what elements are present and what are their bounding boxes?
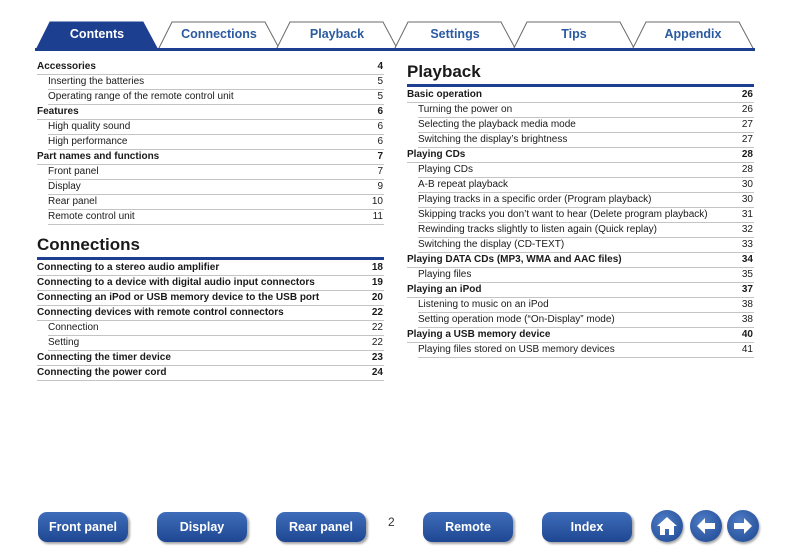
toc-entry[interactable] xyxy=(37,276,384,291)
toc-entry-title: Inserting the batteries xyxy=(48,76,145,87)
toc-entry[interactable] xyxy=(37,60,384,75)
toc-entry-page: 6 xyxy=(377,136,383,147)
toc-entry[interactable] xyxy=(418,178,754,193)
toc-entry-page: 40 xyxy=(741,329,753,340)
toc-entry[interactable] xyxy=(418,268,754,283)
toc-entry[interactable] xyxy=(37,261,384,276)
toc-entry-page: 30 xyxy=(741,179,753,190)
toc-entry[interactable] xyxy=(48,210,384,225)
toc-list-connections xyxy=(37,261,384,381)
toc-entry-page: 31 xyxy=(741,209,753,220)
toc-entry-title: Front panel xyxy=(48,166,99,177)
toc-entry-title: Playing files xyxy=(418,269,472,280)
toc-entry-page: 19 xyxy=(371,277,383,288)
toc-entry-title: Playing CDs xyxy=(407,149,466,160)
toc-entry[interactable] xyxy=(48,180,384,195)
remote-button[interactable]: Remote xyxy=(423,512,513,542)
toc-entry-page: 6 xyxy=(377,106,383,117)
toc-entry[interactable] xyxy=(407,328,754,343)
toc-entry-page: 5 xyxy=(377,76,383,87)
toc-entry[interactable] xyxy=(418,118,754,133)
page-number: 2 xyxy=(388,515,395,529)
tab-bar xyxy=(35,20,755,50)
toc-entry-title: Connecting the power cord xyxy=(37,367,167,378)
toc-entry-page: 27 xyxy=(741,119,753,130)
toc-entry[interactable] xyxy=(37,291,384,306)
toc-entry-title: Playing files stored on USB memory devices xyxy=(418,344,615,355)
tab-tips[interactable] xyxy=(512,20,636,50)
toc-entry-title: Listening to music on an iPod xyxy=(418,299,549,310)
toc-entry-page: 24 xyxy=(371,367,383,378)
toc-entry-title: Switching the display’s brightness xyxy=(418,134,568,145)
toc-entry[interactable] xyxy=(407,148,754,163)
tab-label: Appendix xyxy=(664,27,722,41)
toc-entry-title: Connecting devices with remote control connectors xyxy=(37,307,284,318)
tab-label: Settings xyxy=(430,27,480,41)
toc-entry-page: 33 xyxy=(741,239,753,250)
tab-label: Connections xyxy=(181,27,257,41)
toc-entry-page: 23 xyxy=(371,352,383,363)
toc-entry-page: 7 xyxy=(377,166,383,177)
toc-entry-page: 10 xyxy=(371,196,383,207)
toc-entry[interactable] xyxy=(37,105,384,120)
toc-entry[interactable] xyxy=(407,283,754,298)
toc-entry-title: Skipping tracks you don’t want to hear (Delete program playback) xyxy=(418,209,708,220)
toc-entry[interactable] xyxy=(418,208,754,223)
tab-bar-underline xyxy=(35,48,755,51)
toc-entry[interactable] xyxy=(407,253,754,268)
toc-entry-page: 32 xyxy=(741,224,753,235)
toc-entry-title: Selecting the playback media mode xyxy=(418,119,576,130)
toc-right-column xyxy=(407,60,754,358)
toc-entry[interactable] xyxy=(48,336,384,351)
toc-entry-title: Connecting to a device with digital audio input connectors xyxy=(37,277,315,288)
tab-playback[interactable] xyxy=(275,20,399,50)
toc-entry-page: 6 xyxy=(377,121,383,132)
toc-entry[interactable] xyxy=(37,150,384,165)
toc-entry[interactable] xyxy=(48,165,384,180)
toc-entry-title: Connecting an iPod or USB memory device to the USB port xyxy=(37,292,320,303)
toc-entry-title: Playing a USB memory device xyxy=(407,329,551,340)
toc-entry-title: Rear panel xyxy=(48,196,97,207)
section-rule xyxy=(37,257,384,260)
arrow-left-icon xyxy=(690,510,722,542)
toc-entry[interactable] xyxy=(418,238,754,253)
toc-entry[interactable] xyxy=(48,135,384,150)
toc-entry-page: 18 xyxy=(371,262,383,273)
toc-entry-title: High quality sound xyxy=(48,121,131,132)
front-panel-button[interactable]: Front panel xyxy=(38,512,128,542)
toc-entry-title: Switching the display (CD-TEXT) xyxy=(418,239,565,250)
toc-list-playback xyxy=(407,88,754,358)
toc-entry-page: 7 xyxy=(377,151,383,162)
toc-entry-page: 22 xyxy=(371,337,383,348)
toc-entry-title: Connection xyxy=(48,322,99,333)
toc-entry[interactable] xyxy=(37,306,384,321)
forward-button[interactable] xyxy=(727,510,759,542)
toc-entry-title: Playing DATA CDs (MP3, WMA and AAC files) xyxy=(407,254,622,265)
toc-entry[interactable] xyxy=(418,313,754,328)
toc-entry-title: Connecting to a stereo audio amplifier xyxy=(37,262,220,273)
tab-settings[interactable] xyxy=(393,20,517,50)
toc-entry-title: Basic operation xyxy=(407,89,483,100)
toc-entry-page: 27 xyxy=(741,134,753,145)
toc-entry-title: A-B repeat playback xyxy=(418,179,509,190)
toc-entry-page: 9 xyxy=(377,181,383,192)
toc-entry[interactable] xyxy=(418,133,754,148)
toc-entry-page: 38 xyxy=(741,314,753,325)
toc-entry-page: 28 xyxy=(741,149,753,160)
toc-entry[interactable] xyxy=(37,351,384,366)
tab-label: Contents xyxy=(69,27,125,41)
toc-entry-page: 22 xyxy=(371,307,383,318)
toc-entry[interactable] xyxy=(48,195,384,210)
toc-entry-page: 22 xyxy=(371,322,383,333)
toc-entry-title: Playing tracks in a specific order (Program playback) xyxy=(418,194,652,205)
toc-entry-title: Setting xyxy=(48,337,80,348)
section-rule xyxy=(407,84,754,87)
toc-entry-page: 34 xyxy=(741,254,753,265)
toc-entry-title: Playing an iPod xyxy=(407,284,482,295)
toc-left-column xyxy=(37,60,384,381)
home-button[interactable] xyxy=(651,510,683,542)
toc-entry-title: Display xyxy=(48,181,81,192)
toc-entry-title: Connecting the timer device xyxy=(37,352,171,363)
toc-entry-page: 35 xyxy=(741,269,753,280)
toc-entry[interactable] xyxy=(418,298,754,313)
toc-entry-title: Features xyxy=(37,106,79,117)
tab-label: Playback xyxy=(309,27,365,41)
toc-entry[interactable] xyxy=(37,366,384,381)
toc-entry-title: Turning the power on xyxy=(418,104,513,115)
toc-entry-title: Remote control unit xyxy=(48,211,135,222)
toc-entry-title: Operating range of the remote control unit xyxy=(48,91,234,102)
toc-entry[interactable] xyxy=(48,321,384,336)
toc-entry-page: 5 xyxy=(377,91,383,102)
tab-connections[interactable] xyxy=(157,20,281,50)
tab-label: Tips xyxy=(561,27,587,41)
tab-appendix[interactable] xyxy=(631,20,755,50)
toc-entry-title: Setting operation mode (“On-Display” mode) xyxy=(418,314,615,325)
toc-entry-title: Rewinding tracks slightly to listen again (Quick replay) xyxy=(418,224,657,235)
toc-entry-page: 28 xyxy=(741,164,753,175)
tab-contents[interactable] xyxy=(35,20,159,50)
index-button[interactable]: Index xyxy=(542,512,632,542)
toc-entry[interactable] xyxy=(418,343,754,358)
toc-entry-page: 30 xyxy=(741,194,753,205)
display-button[interactable]: Display xyxy=(157,512,247,542)
toc-entry-page: 37 xyxy=(741,284,753,295)
toc-entry-page: 26 xyxy=(741,104,753,115)
toc-entry[interactable] xyxy=(48,90,384,105)
toc-entry-page: 38 xyxy=(741,299,753,310)
toc-entry[interactable] xyxy=(418,193,754,208)
toc-entry[interactable] xyxy=(418,223,754,238)
section-title-playback: Playback xyxy=(407,62,481,81)
toc-entry-title: Playing CDs xyxy=(418,164,474,175)
toc-entry-page: 11 xyxy=(372,211,383,222)
section-title-connections: Connections xyxy=(37,235,140,254)
toc-entry-page: 26 xyxy=(741,89,753,100)
toc-entry[interactable] xyxy=(48,75,384,90)
toc-entry-page: 4 xyxy=(377,61,383,72)
toc-entry-page: 41 xyxy=(741,344,753,355)
home-icon xyxy=(651,510,683,542)
arrow-right-icon xyxy=(727,510,759,542)
toc-entry-title: High performance xyxy=(48,136,128,147)
toc-entry-title: Accessories xyxy=(37,61,96,72)
toc-entry[interactable] xyxy=(418,163,754,178)
rear-panel-button[interactable]: Rear panel xyxy=(276,512,366,542)
toc-list-general xyxy=(37,60,384,225)
toc-entry[interactable] xyxy=(48,120,384,135)
back-button[interactable] xyxy=(690,510,722,542)
toc-entry[interactable] xyxy=(407,88,754,103)
toc-entry[interactable] xyxy=(418,103,754,118)
toc-entry-title: Part names and functions xyxy=(37,151,160,162)
toc-entry-page: 20 xyxy=(371,292,383,303)
